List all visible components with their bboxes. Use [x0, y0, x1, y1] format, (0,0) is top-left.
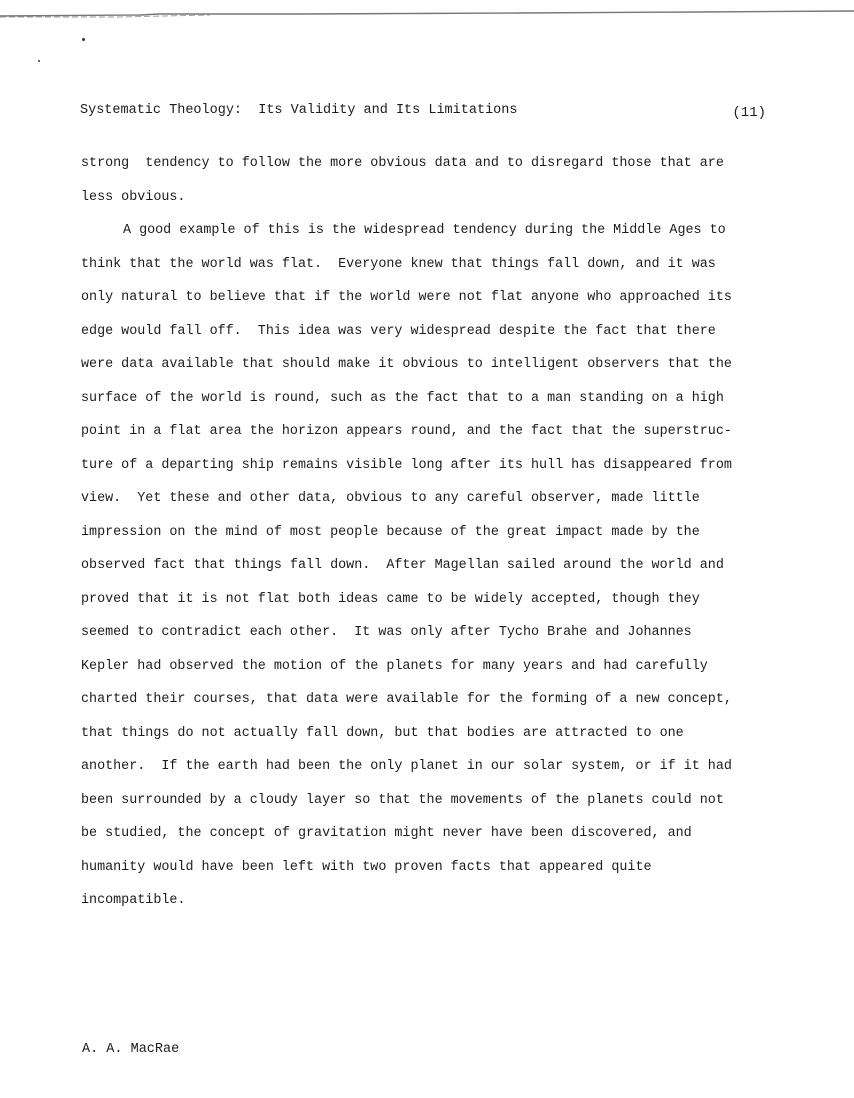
text-line: another. If the earth had been the only planet in our solar system, or if it had [81, 759, 732, 774]
text-line: incompatible. [81, 893, 186, 908]
text-line: been surrounded by a cloudy layer so that the movements of the planets could not [81, 792, 724, 808]
page-number: (11) [732, 105, 766, 121]
paragraph [81, 221, 771, 925]
paragraph [81, 154, 771, 221]
scan-edge-artifact [0, 10, 854, 20]
text-line: A good example of this is the widespread tendency during the Middle Ages to [123, 223, 726, 238]
text-line: view. Yet these and other data, obvious to any careful observer, made little [81, 491, 700, 506]
text-line: that things do not actually fall down, but that bodies are attracted to one [81, 725, 684, 741]
text-line: were data available that should make it obvious to intelligent observers that the [81, 357, 732, 372]
text-line: proved that it is not flat both ideas came to be widely accepted, though they [81, 591, 700, 607]
text-line: think that the world was flat. Everyone knew that things fall down, and it was [81, 256, 716, 272]
page-header [80, 103, 770, 127]
scan-speck [38, 60, 40, 62]
text-line: impression on the mind of most people because of the great impact made by the [81, 524, 700, 540]
author-signature: A. A. MacRae [82, 1042, 180, 1057]
text-line: observed fact that things fall down. After Magellan sailed around the world and [81, 558, 724, 573]
text-line: strong tendency to follow the more obvious data and to disregard those that are [81, 156, 724, 171]
text-line: humanity would have been left with two proven facts that appeared quite [81, 859, 652, 875]
text-line: only natural to believe that if the world were not flat anyone who approached its [81, 290, 732, 305]
body-text [81, 154, 771, 925]
text-line: seemed to contradict each other. It was only after Tycho Brahe and Johannes [81, 625, 692, 640]
text-line: edge would fall off. This idea was very widespread despite the fact that there [81, 323, 716, 339]
scan-speck [82, 38, 85, 41]
text-line: surface of the world is round, such as the fact that to a man standing on a high [81, 390, 724, 406]
running-title: Systematic Theology: Its Validity and Its Limitations [80, 103, 518, 118]
text-line: ture of a departing ship remains visible long after its hull has disappeared from [81, 457, 732, 473]
text-line: charted their courses, that data were available for the forming of a new concept, [81, 692, 732, 707]
text-line: Kepler had observed the motion of the planets for many years and had carefully [81, 658, 708, 674]
text-line: point in a flat area the horizon appears round, and the fact that the superstruc- [81, 424, 732, 439]
text-line: be studied, the concept of gravitation might never have been discovered, and [81, 826, 692, 841]
text-line: less obvious. [81, 189, 186, 205]
